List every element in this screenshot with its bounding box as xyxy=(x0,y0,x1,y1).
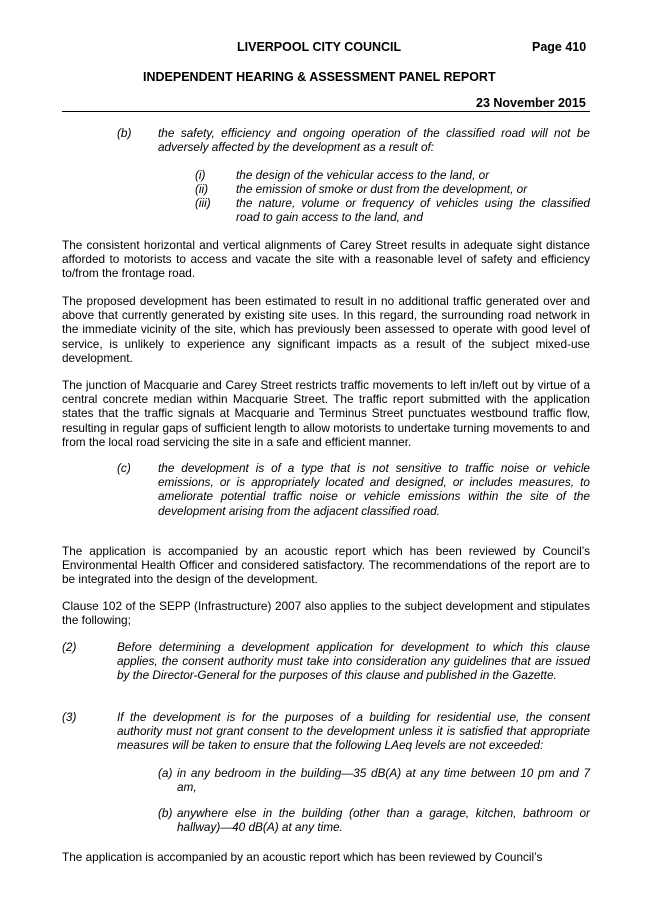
clause-c-label: (c) xyxy=(117,461,131,475)
clause-3-text: If the development is for the purposes of a building for residential use, the consent authority must not grant consent to the development unless it is satisfied that appropriate measures will be taken to ensure that the following LAeq levels are not exceeded: xyxy=(117,710,590,753)
clause-b-label: (b) xyxy=(117,126,132,140)
report-date: 23 November 2015 xyxy=(476,96,586,110)
header-rule xyxy=(62,111,590,112)
clause-2-text: Before determining a development application for development to which this clause applies, the consent authority must take into consideration any guidelines that are issued by the Director-General for the purposes of this clause and published in the Gazette. xyxy=(117,640,590,683)
paragraph: The junction of Macquarie and Carey Street restricts traffic movements to left in/left out by virtue of a central concrete median within Macquarie Street. The traffic report submitted with the application states that the traffic signals at Macquarie and Terminus Street punctuates westbound traffic flow, resulting in regular gaps of sufficient length to allow motorists to undertake turning movements to and from the local road servicing the site in a safe and efficient manner. xyxy=(62,378,590,449)
clause-3-label: (3) xyxy=(62,710,77,724)
report-title: INDEPENDENT HEARING & ASSESSMENT PANEL REPORT xyxy=(143,70,496,84)
clause-b-item-label: (iii) xyxy=(195,196,211,210)
clause-3-item-label: (a) xyxy=(158,766,173,780)
paragraph: The proposed development has been estimated to result in no additional traffic generated over and above that currently generated by existing site uses. In this regard, the surrounding road network in the immediate vicinity of the site, which has previously been assessed to operate with good level of service, is unlikely to experience any significant impacts as a result of the subject mixed-use development. xyxy=(62,294,590,365)
page-number: Page 410 xyxy=(532,40,587,54)
clause-b-item: the emission of smoke or dust from the development, or xyxy=(236,182,528,196)
clause-3-item: in any bedroom in the building—35 dB(A) at any time between 10 pm and 7 am, xyxy=(177,766,590,795)
council-name: LIVERPOOL CITY COUNCIL xyxy=(237,40,402,54)
paragraph: The application is accompanied by an acoustic report which has been reviewed by Council’s Environmental Health Officer and considered satisfactory. The recommendations of the report are to be integrated into the design of the development. xyxy=(62,544,590,587)
clause-c-text: the development is of a type that is not sensitive to traffic noise or vehicle emissions, or is appropriately located and designed, or includes measures, to ameliorate potential traffic noise or vehicle emissions within the site of the development arising from the adjacent classified road. xyxy=(158,461,590,518)
clause-b-item-label: (i) xyxy=(195,168,206,182)
paragraph: The consistent horizontal and vertical alignments of Carey Street results in adequate sight distance afforded to motorists to access and vacate the site with a reasonable level of safety and efficiency to/from the frontage road. xyxy=(62,238,590,281)
paragraph: The application is accompanied by an acoustic report which has been reviewed by Council’s xyxy=(62,850,543,864)
clause-b-item-label: (ii) xyxy=(195,182,209,196)
clause-b-item: the design of the vehicular access to the land, or xyxy=(236,168,490,182)
clause-3-item: anywhere else in the building (other than a garage, kitchen, bathroom or hallway)—40 dB(A) at any time. xyxy=(177,806,590,835)
clause-b-text: the safety, efficiency and ongoing operation of the classified road will not be adversely affected by the development as a result of: xyxy=(158,126,590,155)
paragraph: Clause 102 of the SEPP (Infrastructure) 2007 also applies to the subject development and stipulates the following; xyxy=(62,599,590,628)
clause-2-label: (2) xyxy=(62,640,77,654)
clause-3-item-label: (b) xyxy=(158,806,173,820)
clause-b-item: the nature, volume or frequency of vehicles using the classified road to gain access to the land, and xyxy=(236,196,590,225)
